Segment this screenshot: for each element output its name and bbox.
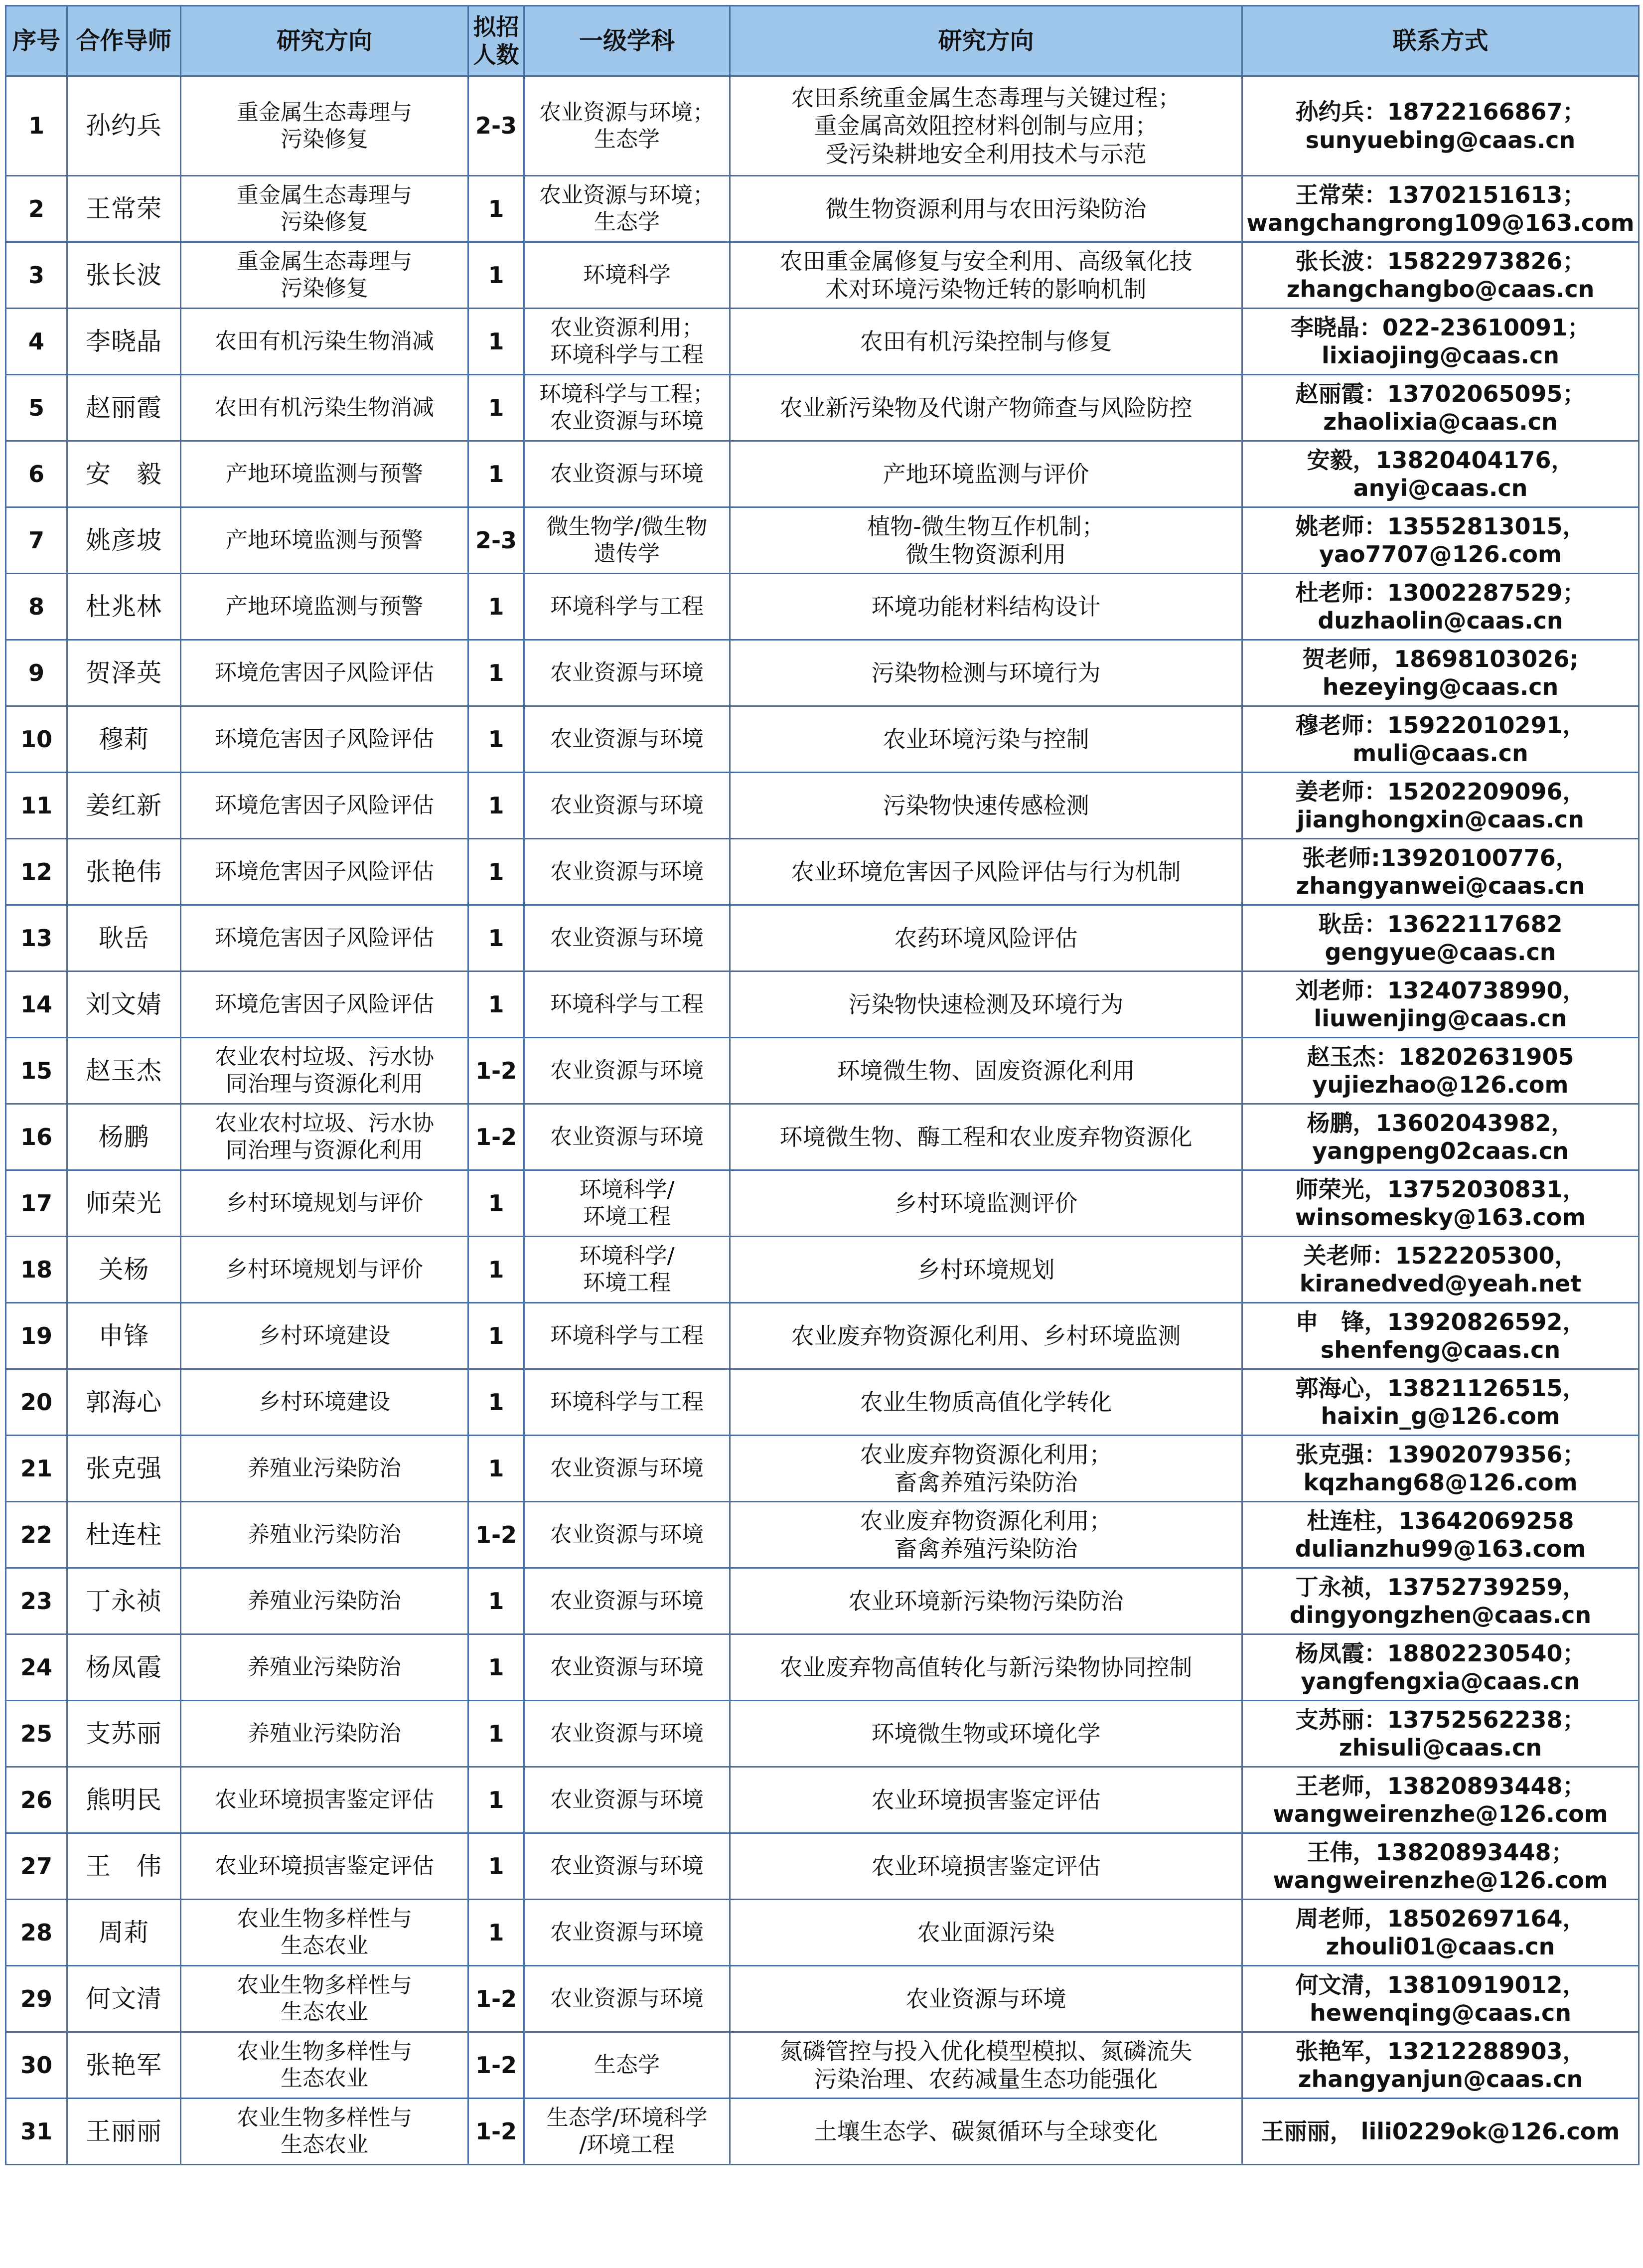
cell-research: 产地环境监测与评价 [730,441,1242,507]
cell-contact: 孙约兵：18722166867； sunyuebing@caas.cn [1242,76,1639,176]
cell-quota: 1 [468,972,524,1038]
table-row [6,1436,1639,1502]
cell-direction: 环境危害因子风险评估 [181,773,468,839]
table-row [6,309,1639,375]
cell-mentor: 杜连柱 [67,1502,181,1568]
cell-mentor: 申锋 [67,1303,181,1369]
cell-seq: 4 [6,309,67,375]
cell-seq: 23 [6,1568,67,1634]
cell-mentor: 郭海心 [67,1369,181,1436]
cell-discipline: 农业资源与环境 [524,905,730,972]
cell-discipline: 环境科学 [524,242,730,309]
cell-quota: 1-2 [468,2032,524,2099]
cell-research: 农田系统重金属生态毒理与关键过程； 重金属高效阻控材料创制与应用； 受污染耕地安全利用技术与示范 [730,76,1242,176]
cell-seq: 9 [6,640,67,706]
cell-discipline: 环境科学与工程 [524,574,730,640]
cell-seq: 6 [6,441,67,507]
cell-seq: 26 [6,1767,67,1833]
cell-discipline: 生态学/环境科学 /环境工程 [524,2099,730,2165]
cell-contact: 贺老师，18698103026; hezeying@caas.cn [1242,640,1639,706]
cell-quota: 1 [468,574,524,640]
cell-mentor: 贺泽英 [67,640,181,706]
cell-contact: 姜老师：15202209096， jianghongxin@caas.cn [1242,773,1639,839]
cell-direction: 环境危害因子风险评估 [181,905,468,972]
cell-discipline: 环境科学/ 环境工程 [524,1237,730,1303]
cell-research: 农田有机污染控制与修复 [730,309,1242,375]
cell-seq: 24 [6,1634,67,1701]
table-row [6,507,1639,574]
cell-discipline: 农业资源与环境 [524,1436,730,1502]
cell-discipline: 农业资源与环境 [524,1104,730,1170]
cell-seq: 31 [6,2099,67,2165]
cell-research: 农业面源污染 [730,1900,1242,1966]
cell-quota: 1-2 [468,2099,524,2165]
cell-direction: 养殖业污染防治 [181,1634,468,1701]
cell-quota: 1 [468,1701,524,1767]
cell-contact: 关老师：1522205300， kiranedved@yeah.net [1242,1237,1639,1303]
cell-direction: 农业农村垃圾、污水协 同治理与资源化利用 [181,1104,468,1170]
cell-discipline: 农业资源与环境 [524,441,730,507]
cell-direction: 乡村环境规划与评价 [181,1237,468,1303]
cell-research: 土壤生态学、碳氮循环与全球变化 [730,2099,1242,2165]
cell-research: 农业环境损害鉴定评估 [730,1833,1242,1900]
cell-direction: 农业生物多样性与 生态农业 [181,2099,468,2165]
cell-mentor: 姚彦坡 [67,507,181,574]
cell-research: 污染物快速检测及环境行为 [730,972,1242,1038]
cell-discipline: 农业资源与环境 [524,1502,730,1568]
cell-quota: 1 [468,1237,524,1303]
cell-discipline: 微生物学/微生物 遗传学 [524,507,730,574]
cell-discipline: 农业资源与环境 [524,1833,730,1900]
cell-mentor: 丁永祯 [67,1568,181,1634]
cell-mentor: 师荣光 [67,1170,181,1237]
cell-mentor: 王常荣 [67,176,181,242]
cell-research: 植物-微生物互作机制； 微生物资源利用 [730,507,1242,574]
cell-contact: 安毅，13820404176， anyi@caas.cn [1242,441,1639,507]
cell-research: 农业环境危害因子风险评估与行为机制 [730,839,1242,905]
table-row [6,905,1639,972]
cell-seq: 11 [6,773,67,839]
cell-research: 环境微生物、酶工程和农业废弃物资源化 [730,1104,1242,1170]
cell-seq: 25 [6,1701,67,1767]
cell-quota: 1 [468,1303,524,1369]
cell-mentor: 刘文婧 [67,972,181,1038]
cell-research: 乡村环境规划 [730,1237,1242,1303]
cell-discipline: 生态学 [524,2032,730,2099]
cell-contact: 李晓晶：022-23610091； lixiaojing@caas.cn [1242,309,1639,375]
cell-direction: 环境危害因子风险评估 [181,706,468,773]
cell-quota: 2-3 [468,76,524,176]
cell-discipline: 农业资源与环境； 生态学 [524,176,730,242]
cell-discipline: 农业资源与环境 [524,706,730,773]
table-row [6,2032,1639,2099]
cell-quota: 1-2 [468,1104,524,1170]
cell-research: 污染物检测与环境行为 [730,640,1242,706]
table-row [6,1634,1639,1701]
cell-discipline: 农业资源与环境 [524,1568,730,1634]
cell-mentor: 支苏丽 [67,1701,181,1767]
cell-mentor: 李晓晶 [67,309,181,375]
table-row [6,76,1639,176]
cell-mentor: 关杨 [67,1237,181,1303]
cell-quota: 1 [468,1170,524,1237]
cell-contact: 丁永祯，13752739259， dingyongzhen@caas.cn [1242,1568,1639,1634]
cell-mentor: 孙约兵 [67,76,181,176]
cell-mentor: 姜红新 [67,773,181,839]
cell-discipline: 农业资源与环境 [524,1701,730,1767]
table-row [6,1833,1639,1900]
cell-quota: 1 [468,375,524,441]
cell-research: 微生物资源利用与农田污染防治 [730,176,1242,242]
cell-quota: 1 [468,773,524,839]
cell-quota: 1 [468,1369,524,1436]
cell-research: 环境微生物、固废资源化利用 [730,1038,1242,1104]
cell-seq: 21 [6,1436,67,1502]
table-row [6,1170,1639,1237]
cell-contact: 王伟，13820893448； wangweirenzhe@126.com [1242,1833,1639,1900]
cell-mentor: 张艳伟 [67,839,181,905]
cell-seq: 18 [6,1237,67,1303]
cell-contact: 姚老师：13552813015， yao7707@126.com [1242,507,1639,574]
cell-seq: 29 [6,1966,67,2032]
cell-research: 农药环境风险评估 [730,905,1242,972]
cell-seq: 2 [6,176,67,242]
cell-mentor: 耿岳 [67,905,181,972]
table-row [6,972,1639,1038]
cell-mentor: 张长波 [67,242,181,309]
cell-direction: 养殖业污染防治 [181,1502,468,1568]
cell-seq: 20 [6,1369,67,1436]
cell-mentor: 王丽丽 [67,2099,181,2165]
cell-direction: 乡村环境建设 [181,1369,468,1436]
cell-discipline: 环境科学/ 环境工程 [524,1170,730,1237]
cell-direction: 环境危害因子风险评估 [181,839,468,905]
table-row [6,176,1639,242]
cell-seq: 22 [6,1502,67,1568]
cell-discipline: 农业资源与环境 [524,773,730,839]
cell-quota: 1 [468,1833,524,1900]
cell-mentor: 赵玉杰 [67,1038,181,1104]
table-row [6,375,1639,441]
table-row [6,574,1639,640]
cell-seq: 1 [6,76,67,176]
cell-research: 农业资源与环境 [730,1966,1242,2032]
header-seq: 序号 [6,6,67,76]
cell-quota: 1 [468,242,524,309]
cell-seq: 13 [6,905,67,972]
cell-direction: 环境危害因子风险评估 [181,640,468,706]
table-row [6,1568,1639,1634]
cell-mentor: 王 伟 [67,1833,181,1900]
cell-contact: 张艳军，13212288903， zhangyanjun@caas.cn [1242,2032,1639,2099]
cell-seq: 19 [6,1303,67,1369]
cell-seq: 14 [6,972,67,1038]
cell-direction: 产地环境监测与预警 [181,574,468,640]
table-row [6,441,1639,507]
cell-contact: 张克强：13902079356； kqzhang68@126.com [1242,1436,1639,1502]
cell-research: 污染物快速传感检测 [730,773,1242,839]
cell-research: 环境微生物或环境化学 [730,1701,1242,1767]
cell-mentor: 张艳军 [67,2032,181,2099]
table-row [6,2099,1639,2165]
header-quota: 拟招 人数 [468,6,524,76]
cell-contact: 王常荣：13702151613； wangchangrong109@163.com [1242,176,1639,242]
cell-quota: 1 [468,839,524,905]
cell-contact: 王丽丽， lili0229ok@126.com [1242,2099,1639,2165]
cell-seq: 15 [6,1038,67,1104]
cell-direction: 农业生物多样性与 生态农业 [181,1900,468,1966]
cell-quota: 1 [468,1900,524,1966]
cell-research: 乡村环境监测评价 [730,1170,1242,1237]
cell-direction: 重金属生态毒理与 污染修复 [181,242,468,309]
cell-research: 农业废弃物资源化利用、乡村环境监测 [730,1303,1242,1369]
cell-direction: 重金属生态毒理与 污染修复 [181,76,468,176]
cell-quota: 1 [468,1767,524,1833]
cell-research: 农田重金属修复与安全利用、高级氧化技 术对环境污染物迁转的影响机制 [730,242,1242,309]
cell-seq: 3 [6,242,67,309]
cell-contact: 杨鹏，13602043982， yangpeng02caas.cn [1242,1104,1639,1170]
table-row [6,1701,1639,1767]
cell-research: 农业新污染物及代谢产物筛查与风险防控 [730,375,1242,441]
header-contact: 联系方式 [1242,6,1639,76]
table-row [6,1303,1639,1369]
header-mentor: 合作导师 [67,6,181,76]
table-row [6,1038,1639,1104]
cell-seq: 12 [6,839,67,905]
cell-seq: 8 [6,574,67,640]
cell-discipline: 农业资源与环境 [524,839,730,905]
cell-mentor: 杨鹏 [67,1104,181,1170]
cell-contact: 刘老师：13240738990， liuwenjing@caas.cn [1242,972,1639,1038]
cell-seq: 30 [6,2032,67,2099]
cell-contact: 赵玉杰：18202631905 yujiezhao@126.com [1242,1038,1639,1104]
table-row [6,773,1639,839]
table-row [6,1767,1639,1833]
cell-contact: 赵丽霞：13702065095； zhaolixia@caas.cn [1242,375,1639,441]
cell-contact: 杨凤霞：18802230540； yangfengxia@caas.cn [1242,1634,1639,1701]
cell-mentor: 赵丽霞 [67,375,181,441]
cell-mentor: 熊明民 [67,1767,181,1833]
table-row [6,1966,1639,2032]
cell-direction: 乡村环境规划与评价 [181,1170,468,1237]
table-row [6,1104,1639,1170]
cell-discipline: 农业资源与环境 [524,640,730,706]
cell-discipline: 农业资源与环境 [524,1634,730,1701]
cell-quota: 1 [468,1634,524,1701]
cell-quota: 1 [468,309,524,375]
cell-direction: 农业生物多样性与 生态农业 [181,2032,468,2099]
cell-direction: 农业生物多样性与 生态农业 [181,1966,468,2032]
table-row [6,640,1639,706]
header-research: 研究方向 [730,6,1242,76]
cell-contact: 申 锋，13920826592， shenfeng@caas.cn [1242,1303,1639,1369]
cell-direction: 养殖业污染防治 [181,1568,468,1634]
cell-seq: 16 [6,1104,67,1170]
cell-discipline: 农业资源与环境 [524,1038,730,1104]
cell-quota: 2-3 [468,507,524,574]
cell-discipline: 环境科学与工程 [524,1369,730,1436]
cell-discipline: 农业资源利用； 环境科学与工程 [524,309,730,375]
cell-research: 环境功能材料结构设计 [730,574,1242,640]
cell-mentor: 安 毅 [67,441,181,507]
table-row [6,1237,1639,1303]
header-row [6,6,1639,76]
table-row [6,1900,1639,1966]
header-discipline: 一级学科 [524,6,730,76]
cell-seq: 10 [6,706,67,773]
cell-mentor: 何文清 [67,1966,181,2032]
cell-mentor: 杜兆林 [67,574,181,640]
cell-direction: 农田有机污染生物消减 [181,375,468,441]
cell-quota: 1-2 [468,1966,524,2032]
header-direction: 研究方向 [181,6,468,76]
cell-seq: 5 [6,375,67,441]
cell-seq: 27 [6,1833,67,1900]
cell-discipline: 环境科学与工程； 农业资源与环境 [524,375,730,441]
cell-research: 氮磷管控与投入优化模型模拟、氮磷流失 污染治理、农药减量生态功能强化 [730,2032,1242,2099]
cell-research: 农业废弃物高值转化与新污染物协同控制 [730,1634,1242,1701]
cell-research: 农业生物质高值化学转化 [730,1369,1242,1436]
cell-quota: 1-2 [468,1502,524,1568]
cell-research: 农业废弃物资源化利用； 畜禽养殖污染防治 [730,1436,1242,1502]
supervisor-table [5,5,1640,2165]
cell-contact: 周老师，18502697164， zhouli01@caas.cn [1242,1900,1639,1966]
cell-direction: 农业环境损害鉴定评估 [181,1833,468,1900]
cell-discipline: 农业资源与环境 [524,1966,730,2032]
cell-direction: 产地环境监测与预警 [181,441,468,507]
cell-direction: 环境危害因子风险评估 [181,972,468,1038]
cell-discipline: 环境科学与工程 [524,972,730,1038]
cell-direction: 养殖业污染防治 [181,1701,468,1767]
cell-contact: 张老师:13920100776， zhangyanwei@caas.cn [1242,839,1639,905]
cell-contact: 张长波：15822973826； zhangchangbo@caas.cn [1242,242,1639,309]
cell-discipline: 农业资源与环境 [524,1900,730,1966]
cell-contact: 师荣光，13752030831， winsomesky@163.com [1242,1170,1639,1237]
cell-seq: 28 [6,1900,67,1966]
cell-quota: 1-2 [468,1038,524,1104]
cell-quota: 1 [468,176,524,242]
cell-quota: 1 [468,905,524,972]
cell-direction: 产地环境监测与预警 [181,507,468,574]
cell-contact: 郭海心，13821126515， haixin_g@126.com [1242,1369,1639,1436]
cell-direction: 农业环境损害鉴定评估 [181,1767,468,1833]
cell-contact: 耿岳：13622117682 gengyue@caas.cn [1242,905,1639,972]
cell-research: 农业环境损害鉴定评估 [730,1767,1242,1833]
cell-quota: 1 [468,706,524,773]
cell-direction: 养殖业污染防治 [181,1436,468,1502]
cell-discipline: 农业资源与环境； 生态学 [524,76,730,176]
cell-contact: 何文清，13810919012， hewenqing@caas.cn [1242,1966,1639,2032]
cell-contact: 杜老师：13002287529； duzhaolin@caas.cn [1242,574,1639,640]
table-row [6,839,1639,905]
cell-seq: 7 [6,507,67,574]
cell-mentor: 穆莉 [67,706,181,773]
cell-quota: 1 [468,441,524,507]
cell-mentor: 周莉 [67,1900,181,1966]
cell-discipline: 环境科学与工程 [524,1303,730,1369]
cell-contact: 穆老师：15922010291， muli@caas.cn [1242,706,1639,773]
cell-contact: 王老师，13820893448； wangweirenzhe@126.com [1242,1767,1639,1833]
table-row [6,1369,1639,1436]
cell-contact: 支苏丽：13752562238； zhisuli@caas.cn [1242,1701,1639,1767]
table-row [6,1502,1639,1568]
cell-mentor: 张克强 [67,1436,181,1502]
cell-discipline: 农业资源与环境 [524,1767,730,1833]
cell-research: 农业环境污染与控制 [730,706,1242,773]
table-row [6,706,1639,773]
cell-direction: 农业农村垃圾、污水协 同治理与资源化利用 [181,1038,468,1104]
cell-research: 农业废弃物资源化利用； 畜禽养殖污染防治 [730,1502,1242,1568]
cell-seq: 17 [6,1170,67,1237]
cell-mentor: 杨凤霞 [67,1634,181,1701]
cell-quota: 1 [468,640,524,706]
cell-research: 农业环境新污染物污染防治 [730,1568,1242,1634]
table-row [6,242,1639,309]
cell-direction: 农田有机污染生物消减 [181,309,468,375]
cell-direction: 重金属生态毒理与 污染修复 [181,176,468,242]
cell-quota: 1 [468,1436,524,1502]
cell-quota: 1 [468,1568,524,1634]
cell-direction: 乡村环境建设 [181,1303,468,1369]
cell-contact: 杜连柱，13642069258 dulianzhu99@163.com [1242,1502,1639,1568]
